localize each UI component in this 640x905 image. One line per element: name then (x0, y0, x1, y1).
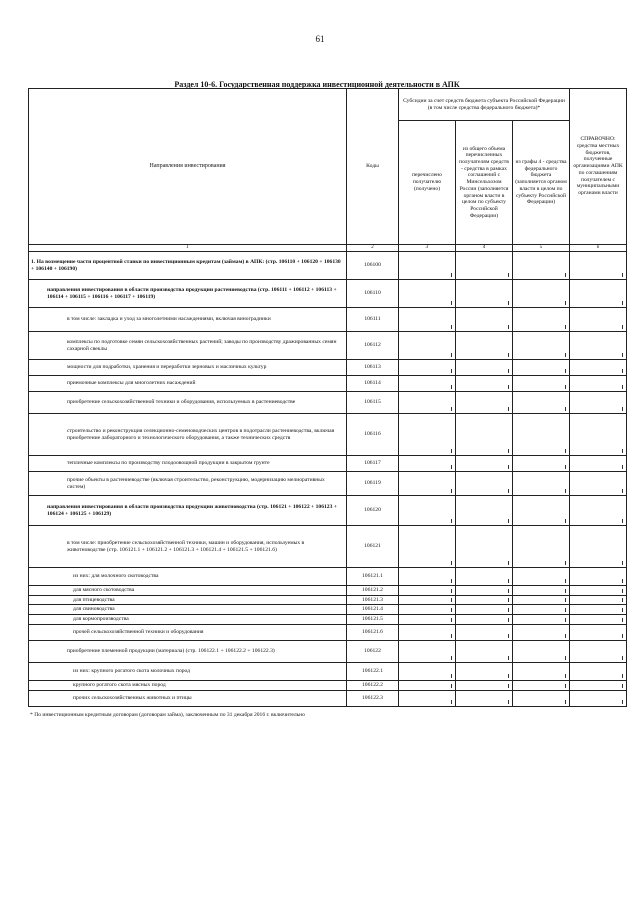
value-cell (513, 280, 570, 308)
value-cell (456, 280, 513, 308)
value-cell (513, 680, 570, 690)
row-code: 106114 (347, 376, 399, 392)
table-row (29, 605, 627, 615)
value-cell (456, 615, 513, 625)
value-cell (456, 624, 513, 640)
value-cell (513, 392, 570, 414)
row-code: 106121.6 (347, 624, 399, 640)
value-cell (570, 568, 627, 586)
value-cell (513, 526, 570, 568)
value-cell (456, 360, 513, 376)
row-name: приемочные комплексы для многолетних насаждений (29, 376, 347, 392)
value-cell (513, 252, 570, 280)
value-cell (513, 586, 570, 596)
value-cell (456, 332, 513, 360)
value-cell (513, 690, 570, 706)
page-number: 61 (315, 34, 325, 44)
table-row (29, 280, 627, 308)
row-name: крупного рогатого скота мясных пород (29, 680, 347, 690)
value-cell (570, 472, 627, 496)
value-cell (456, 680, 513, 690)
value-cell (399, 376, 456, 392)
value-cell (513, 332, 570, 360)
value-cell (399, 280, 456, 308)
value-cell (570, 308, 627, 332)
value-cell (570, 280, 627, 308)
table-row (29, 252, 627, 280)
value-cell (570, 376, 627, 392)
value-cell (570, 586, 627, 596)
federal-budget-header: из графы 4 - средства федерального бюджета (заполняется органом власти в целом по субъекту Российской Федерации) (513, 121, 570, 245)
value-cell (513, 662, 570, 680)
value-cell (456, 392, 513, 414)
row-name: направления инвестирования в области производства продукции растениеводства (стр. 106111 + 106112 + 106113 + 106114 + 106115 + 106116 + 106117 + 106119) (29, 280, 347, 308)
value-cell (513, 360, 570, 376)
row-code: 106121.1 (347, 568, 399, 586)
column-number: 5 (513, 245, 570, 252)
row-code: 106119 (347, 472, 399, 496)
row-name: прочей сельскохозяйственной техники и оборудования (29, 624, 347, 640)
table-row (29, 680, 627, 690)
value-cell (513, 640, 570, 662)
value-cell (399, 595, 456, 605)
value-cell (513, 624, 570, 640)
value-cell (513, 615, 570, 625)
value-cell (570, 615, 627, 625)
value-cell (456, 568, 513, 586)
row-code: 106122.1 (347, 662, 399, 680)
row-code: 106122.3 (347, 690, 399, 706)
table-row (29, 662, 627, 680)
value-cell (399, 414, 456, 456)
row-name: комплексы по подготовке семян сельскохозяйственных растений; заводы по производству дражированных семян сахарной свеклы (29, 332, 347, 360)
table-row (29, 496, 627, 526)
value-cell (570, 496, 627, 526)
value-cell (399, 360, 456, 376)
value-cell (456, 662, 513, 680)
value-cell (399, 624, 456, 640)
value-cell (570, 690, 627, 706)
value-cell (399, 662, 456, 680)
row-name: прочие объекты в растениеводстве (включая строительство, реконструкцию, модернизацию мелиоративных систем) (29, 472, 347, 496)
investment-support-table (28, 88, 627, 707)
row-name: мощности для подработки, хранения и переработки зерновых и масличных культур (29, 360, 347, 376)
column-number: 2 (347, 245, 399, 252)
value-cell (456, 586, 513, 596)
column-number: 3 (399, 245, 456, 252)
value-cell (456, 526, 513, 568)
table-row (29, 586, 627, 596)
row-code: 106121.5 (347, 615, 399, 625)
row-name: из них: для молочного скотоводства (29, 568, 347, 586)
table-row (29, 595, 627, 605)
row-name: в том числе: закладка и уход за многолетними насаждениями, включая виноградники (29, 308, 347, 332)
reference-header: СПРАВОЧНО: средства местных бюджетов, полученные организациями АПК по соглашениям получателем с муниципальными органами власти (570, 89, 627, 245)
value-cell (513, 414, 570, 456)
row-name: прочих сельскохозяйственных животных и птицы (29, 690, 347, 706)
value-cell (399, 568, 456, 586)
value-cell (570, 680, 627, 690)
row-name: 1. На возмещение части процентной ставки по инвестиционным кредитам (займам) в АПК: (стр. 106110 + 106120 + 106130 + 106140 + 106190) (29, 252, 347, 280)
value-cell (570, 392, 627, 414)
value-cell (570, 526, 627, 568)
direction-header: Направления инвестирования (29, 89, 347, 245)
row-code: 106121.4 (347, 605, 399, 615)
transferred-header: перечислено получателю (получено) (399, 121, 456, 245)
table-row (29, 414, 627, 456)
row-code: 106122 (347, 640, 399, 662)
row-name: для кормопроизводства (29, 615, 347, 625)
value-cell (399, 680, 456, 690)
footnote: * По инвестиционным кредитным договорам (договорам займа), заключенным по 31 декабря 2016 г. включительно (30, 712, 305, 718)
row-code: 106112 (347, 332, 399, 360)
value-cell (456, 472, 513, 496)
row-code: 106120 (347, 496, 399, 526)
value-cell (399, 308, 456, 332)
column-number: 4 (456, 245, 513, 252)
row-code: 106117 (347, 456, 399, 472)
row-name: для птицеводства (29, 595, 347, 605)
value-cell (570, 360, 627, 376)
value-cell (399, 690, 456, 706)
column-number-row (29, 245, 627, 252)
row-code: 106100 (347, 252, 399, 280)
value-cell (570, 332, 627, 360)
row-name: для свиноводства (29, 605, 347, 615)
table-row (29, 624, 627, 640)
value-cell (399, 252, 456, 280)
table-row (29, 456, 627, 472)
table-row (29, 376, 627, 392)
value-cell (570, 640, 627, 662)
value-cell (513, 568, 570, 586)
value-cell (399, 332, 456, 360)
value-cell (456, 252, 513, 280)
value-cell (570, 595, 627, 605)
table-row (29, 308, 627, 332)
table-row (29, 568, 627, 586)
value-cell (399, 392, 456, 414)
table-row (29, 615, 627, 625)
row-name: в том числе: приобретение сельскохозяйственной техники, машин и оборудования, используемых в животноводстве (стр. 106121.1 + 106121.2 + 106121.3 + 106121.4 + 106121.5 + 106121.6) (29, 526, 347, 568)
value-cell (399, 496, 456, 526)
row-name: приобретение сельскохозяйственной техники и оборудования, используемых в растениеводстве (29, 392, 347, 414)
value-cell (399, 640, 456, 662)
value-cell (456, 414, 513, 456)
row-code: 106121 (347, 526, 399, 568)
row-name: строительство и реконструкция селекционно-семеноводческих центров в подотрасли растениеводства, включая приобретение лабораторного и технологического оборудования, а также технических средств (29, 414, 347, 456)
row-code: 106113 (347, 360, 399, 376)
row-code: 106111 (347, 308, 399, 332)
row-code: 106122.2 (347, 680, 399, 690)
section-title: Раздел 10-6. Государственная поддержка инвестиционной деятельности в АПК (174, 80, 460, 89)
row-code: 106115 (347, 392, 399, 414)
row-code: 106116 (347, 414, 399, 456)
value-cell (399, 605, 456, 615)
row-code: 106121.2 (347, 586, 399, 596)
value-cell (456, 456, 513, 472)
value-cell (399, 526, 456, 568)
table-row (29, 690, 627, 706)
value-cell (456, 640, 513, 662)
row-code: 106110 (347, 280, 399, 308)
value-cell (456, 376, 513, 392)
table-row (29, 526, 627, 568)
value-cell (456, 595, 513, 605)
codes-header: Коды (347, 89, 399, 245)
value-cell (456, 605, 513, 615)
column-number: 1 (29, 245, 347, 252)
value-cell (399, 586, 456, 596)
value-cell (513, 605, 570, 615)
value-cell (513, 595, 570, 605)
table-row (29, 472, 627, 496)
subsidies-group-header: Субсидии за счет средств бюджета субъекта Российской Федерации (в том числе средства федерального бюджета)* (399, 89, 570, 121)
value-cell (513, 308, 570, 332)
value-cell (456, 308, 513, 332)
column-number: 6 (570, 245, 627, 252)
value-cell (513, 496, 570, 526)
value-cell (399, 615, 456, 625)
value-cell (570, 456, 627, 472)
value-cell (456, 690, 513, 706)
table-row (29, 360, 627, 376)
table-row (29, 392, 627, 414)
value-cell (513, 472, 570, 496)
value-cell (513, 376, 570, 392)
value-cell (456, 496, 513, 526)
value-cell (570, 624, 627, 640)
value-cell (570, 414, 627, 456)
value-cell (399, 456, 456, 472)
row-code: 106121.3 (347, 595, 399, 605)
value-cell (399, 472, 456, 496)
row-name: из них: крупного рогатого скота молочных пород (29, 662, 347, 680)
value-cell (513, 456, 570, 472)
value-cell (570, 252, 627, 280)
federal-agreements-header: из общего объема перечисленных получателям средств - средства в рамках соглашений с Минсельхозом России (заполняется органом власти в целом по субъекту Российской Федерации) (456, 121, 513, 245)
row-name: приобретение племенной продукции (материала) (стр. 106122.1 + 106122.2 + 106122.3) (29, 640, 347, 662)
value-cell (570, 605, 627, 615)
row-name: для мясного скотоводства (29, 586, 347, 596)
value-cell (570, 662, 627, 680)
table-row (29, 640, 627, 662)
table-row (29, 332, 627, 360)
row-name: направления инвестирования в области производства продукции животноводства (стр. 106121 + 106122 + 106123 + 106124 + 106125 + 106129) (29, 496, 347, 526)
row-name: тепличные комплексы по производству плодоовощной продукции в закрытом грунте (29, 456, 347, 472)
